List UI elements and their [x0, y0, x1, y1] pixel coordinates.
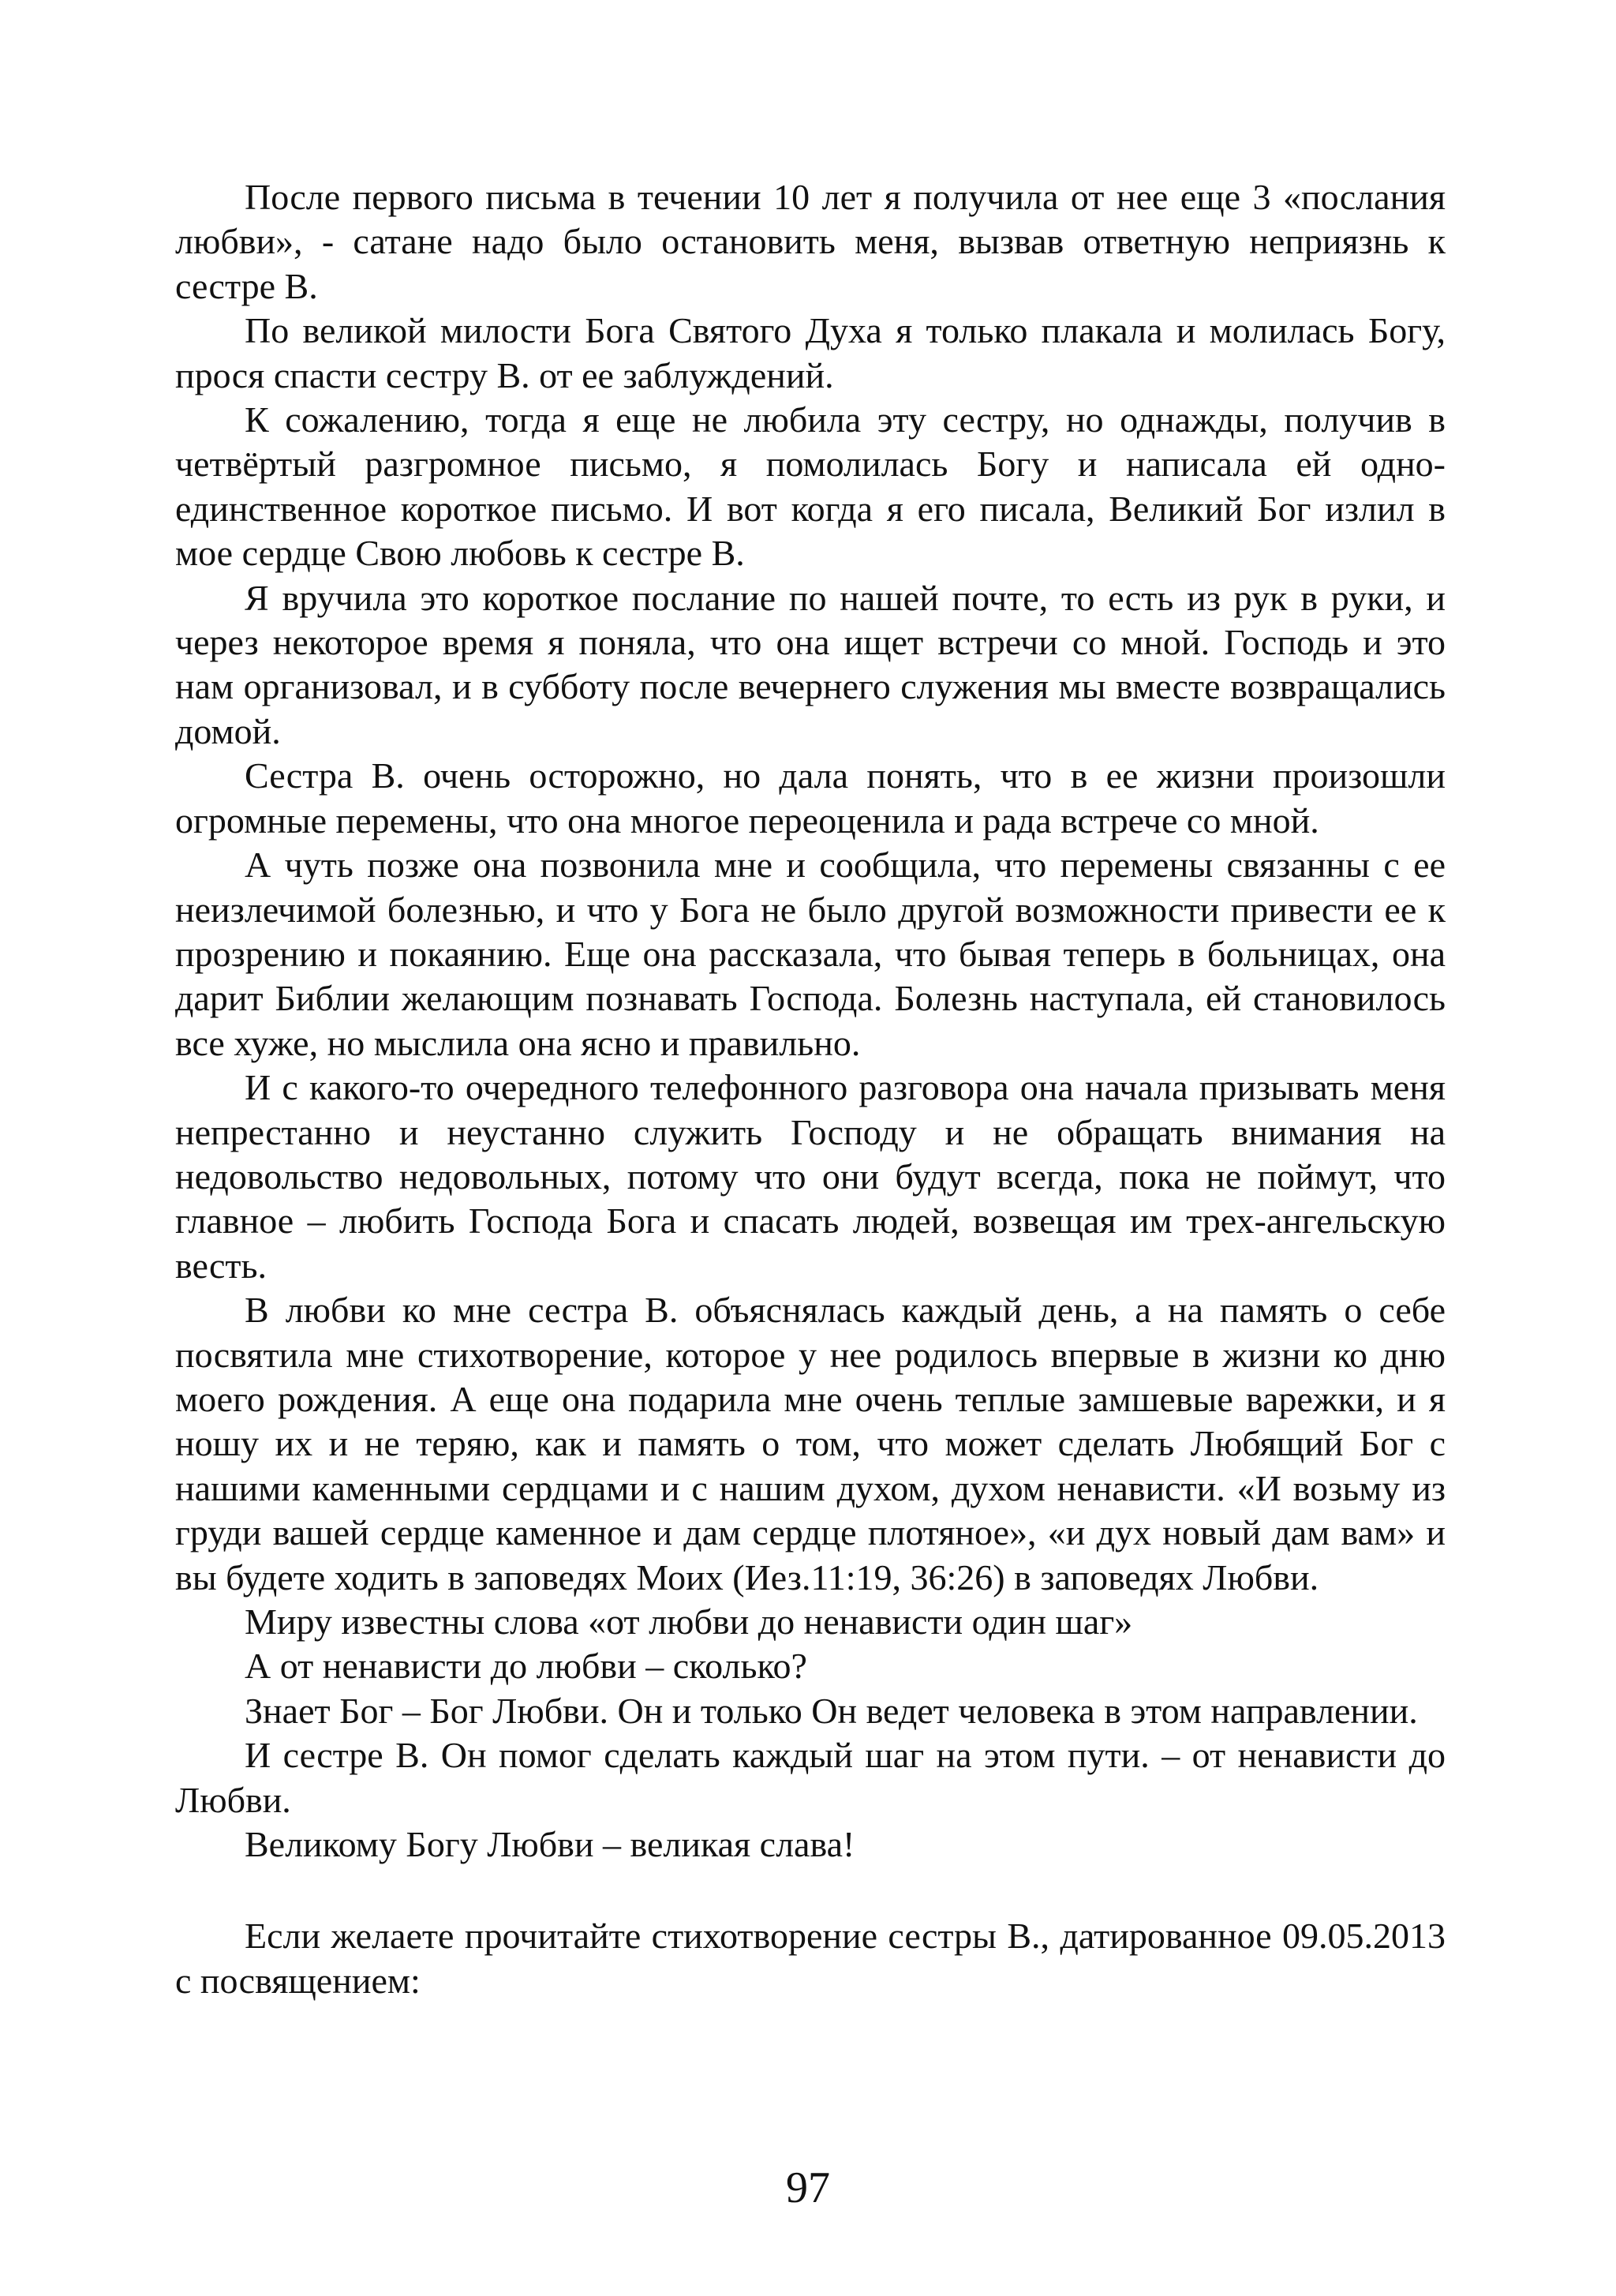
paragraph-4: Я вручила это короткое послание по нашей почте, то есть из рук в руки, и через некоторое время я поняла, что она ищет встречи со мной. Господь и это нам организовал, и в субботу после вечернего служения мы вместе возвращались домой. — [175, 577, 1446, 751]
paragraph-9: Миру известны слова «от любви до ненависти один шаг» — [245, 1601, 1133, 1642]
paragraph-10: А от ненависти до любви – сколько? — [245, 1646, 807, 1687]
paragraph-6: А чуть позже она позвонила мне и сообщила, что перемены связанны с ее неизлечимой болезнью, и что у Бога не было другой возможности привести ее к прозрению и покаянию. Еще она рассказала, что бывая теперь в больницах, она дарит Библии желающим познавать Господа. Болезнь наступала, ей становилось все хуже, но мыслила она ясно и правильно. — [175, 845, 1446, 1063]
paragraph-8: В любви ко мне сестра В. объяснялась каждый день, а на память о себе посвятила мне стихотворение, которое у нее родилось впервые в жизни ко дню моего рождения. А еще она подарила мне очень теплые замшевые варежки, и я ношу их и не теряю, как и память о том, что может сделать Любящий Бог с нашими каменными сердцами и с нашим духом, духом ненависти. «И возьму из груди вашей сердце каменное и дам сердце плотяное», «и дух новый дам вам» и вы будете ходить в заповедях Моих (Иез.11:19, 36:26) в заповедях Любви. — [175, 1290, 1446, 1597]
paragraph-12: И сестре В. Он помог сделать каждый шаг на этом пути. – от ненависти до Любви. — [175, 1735, 1446, 1820]
paragraph-13: Великому Богу Любви – великая слава! — [245, 1824, 855, 1865]
paragraph-11: Знает Бог – Бог Любви. Он и только Он ведет человека в этом направлении. — [245, 1690, 1418, 1731]
body-text — [175, 175, 1446, 2003]
paragraph-5: Сестра В. очень осторожно, но дала понять, что в ее жизни произошли огромные перемены, что она многое переоценила и рада встрече со мной. — [175, 755, 1446, 841]
paragraph-2: По великой милости Бога Святого Духа я только плакала и молилась Богу, прося спасти сестру В. от ее заблуждений. — [175, 310, 1446, 395]
paragraph-7: И с какого-то очередного телефонного разговора она начала призывать меня непрестанно и неустанно служить Господу и не обращать внимания на недовольство недовольных, потому что они будут всегда, пока не поймут, что главное – любить Господа Бога и спасать людей, возвещая им трех-ангельскую весть. — [175, 1067, 1446, 1286]
paragraph-1: После первого письма в течении 10 лет я получила от нее еще 3 «послания любви», - сатане надо было остановить меня, вызвав ответную неприязнь к сестре В. — [175, 177, 1446, 306]
paragraph-3: К сожалению, тогда я еще не любила эту сестру, но однажды, получив в четвёртый разгромное письмо, я помолилась Богу и написала ей одно-единственное короткое письмо. И вот когда я его писала, Великий Бог излил в мое сердце Свою любовь к сестре В. — [175, 399, 1446, 574]
page-number: 97 — [786, 2163, 830, 2212]
paragraph-14: Если желаете прочитайте стихотворение сестры В., датированное 09.05.2013 с посвящением: — [175, 1916, 1446, 2001]
